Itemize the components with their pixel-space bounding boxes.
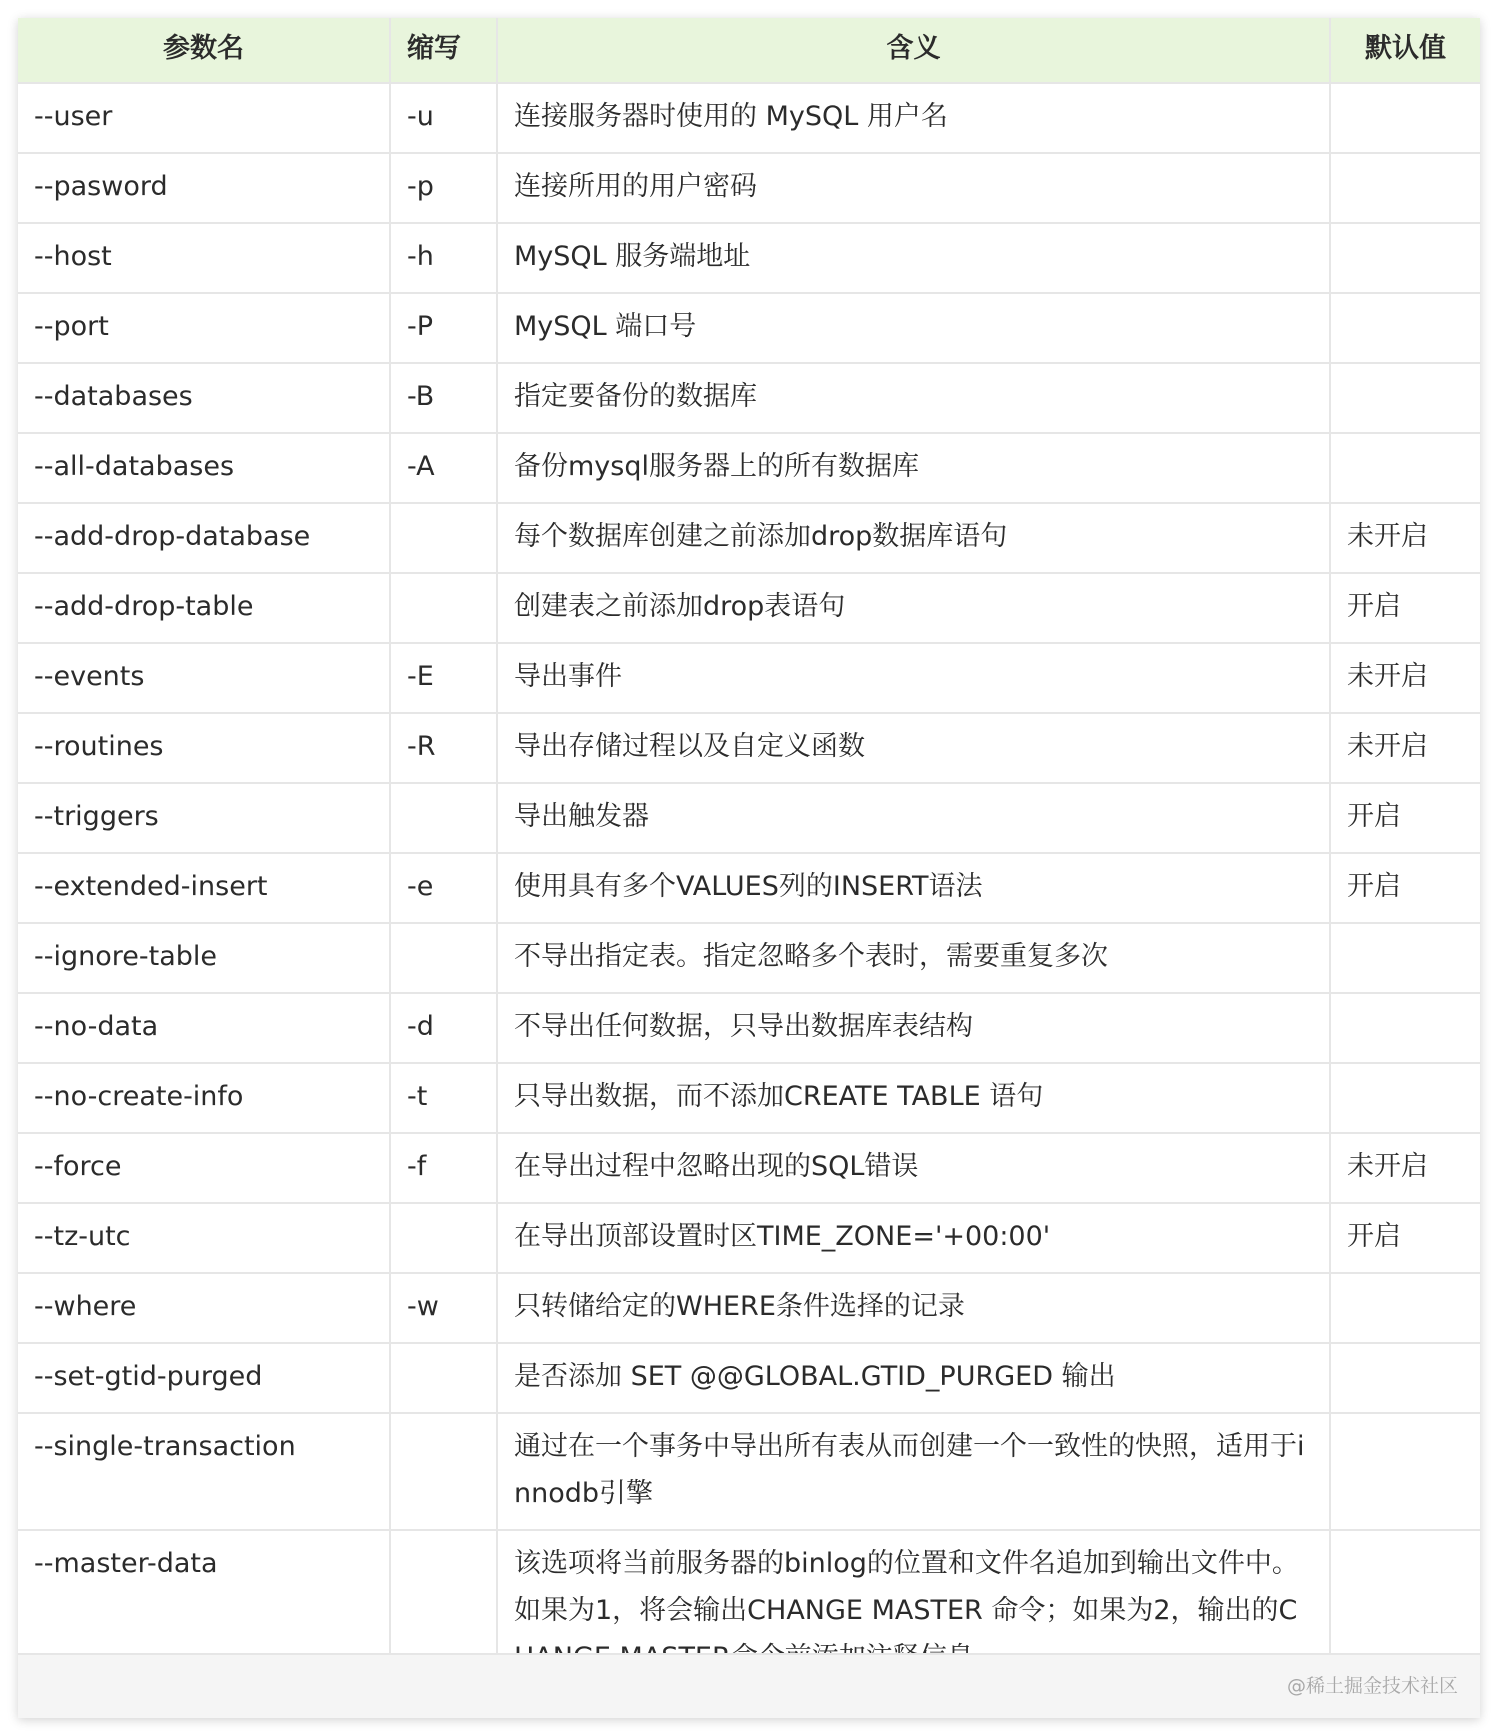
cell-abbr	[390, 1343, 497, 1413]
cell-param: --single-transaction	[18, 1413, 390, 1530]
cell-abbr: -w	[390, 1273, 497, 1343]
cell-default	[1330, 223, 1480, 293]
cell-param: --master-data	[18, 1530, 390, 1694]
mysqldump-options-table	[18, 18, 1480, 1695]
cell-param: --add-drop-database	[18, 503, 390, 573]
cell-param: --databases	[18, 363, 390, 433]
cell-meaning: 备份mysql服务器上的所有数据库	[497, 433, 1330, 503]
cell-default: 开启	[1330, 1203, 1480, 1273]
cell-default	[1330, 1273, 1480, 1343]
table-row	[18, 923, 1480, 993]
cell-param: --force	[18, 1133, 390, 1203]
cell-abbr	[390, 1203, 497, 1273]
cell-meaning: 创建表之前添加drop表语句	[497, 573, 1330, 643]
cell-param: --add-drop-table	[18, 573, 390, 643]
cell-abbr: -u	[390, 83, 497, 153]
cell-meaning: 连接所用的用户密码	[497, 153, 1330, 223]
cell-abbr	[390, 783, 497, 853]
cell-meaning: MySQL 服务端地址	[497, 223, 1330, 293]
cell-abbr: -d	[390, 993, 497, 1063]
table-row	[18, 1273, 1480, 1343]
cell-abbr: -f	[390, 1133, 497, 1203]
cell-meaning: 不导出任何数据，只导出数据库表结构	[497, 993, 1330, 1063]
table-row	[18, 1413, 1480, 1530]
table-row	[18, 783, 1480, 853]
cell-meaning: 导出存储过程以及自定义函数	[497, 713, 1330, 783]
cell-meaning: 每个数据库创建之前添加drop数据库语句	[497, 503, 1330, 573]
cell-abbr: -p	[390, 153, 497, 223]
cell-default	[1330, 433, 1480, 503]
cell-abbr: -P	[390, 293, 497, 363]
table-row	[18, 223, 1480, 293]
options-table-card	[18, 18, 1480, 1718]
cell-default: 未开启	[1330, 1133, 1480, 1203]
cell-abbr: -B	[390, 363, 497, 433]
cell-param: --no-create-info	[18, 1063, 390, 1133]
cell-abbr: -e	[390, 853, 497, 923]
cell-default: 未开启	[1330, 713, 1480, 783]
cell-param: --events	[18, 643, 390, 713]
cell-param: --host	[18, 223, 390, 293]
cell-abbr: -h	[390, 223, 497, 293]
cell-param: --pasword	[18, 153, 390, 223]
cell-default	[1330, 1343, 1480, 1413]
cell-default	[1330, 83, 1480, 153]
table-row	[18, 573, 1480, 643]
cell-default: 未开启	[1330, 643, 1480, 713]
header-default-value: 默认值	[1330, 18, 1480, 83]
table-row	[18, 293, 1480, 363]
table-header-row	[18, 18, 1480, 83]
cell-param: --tz-utc	[18, 1203, 390, 1273]
cell-meaning: 连接服务器时使用的 MySQL 用户名	[497, 83, 1330, 153]
cell-default	[1330, 153, 1480, 223]
cell-meaning: 导出事件	[497, 643, 1330, 713]
cell-default: 开启	[1330, 783, 1480, 853]
cell-meaning: 指定要备份的数据库	[497, 363, 1330, 433]
cell-default	[1330, 363, 1480, 433]
cell-default	[1330, 293, 1480, 363]
table-row	[18, 1203, 1480, 1273]
cell-abbr	[390, 503, 497, 573]
cell-abbr: -E	[390, 643, 497, 713]
cell-abbr	[390, 923, 497, 993]
cell-default: 开启	[1330, 853, 1480, 923]
cell-meaning: 使用具有多个VALUES列的INSERT语法	[497, 853, 1330, 923]
cell-meaning: MySQL 端口号	[497, 293, 1330, 363]
cell-meaning: 该选项将当前服务器的binlog的位置和文件名追加到输出文件中。如果为1，将会输出CHANGE MASTER 命令；如果为2，输出的C	[497, 1530, 1330, 1694]
table-row	[18, 1343, 1480, 1413]
table-row	[18, 433, 1480, 503]
cell-param: --user	[18, 83, 390, 153]
table-row	[18, 503, 1480, 573]
header-param-name: 参数名	[18, 18, 390, 83]
cell-param: --no-data	[18, 993, 390, 1063]
table-row	[18, 363, 1480, 433]
table-row	[18, 1133, 1480, 1203]
cell-default	[1330, 993, 1480, 1063]
cell-param: --routines	[18, 713, 390, 783]
watermark-text: @稀土掘金技术社区	[1286, 1675, 1458, 1697]
cell-abbr: -t	[390, 1063, 497, 1133]
cell-meaning: 导出触发器	[497, 783, 1330, 853]
table-row	[18, 1063, 1480, 1133]
cell-param: --set-gtid-purged	[18, 1343, 390, 1413]
header-meaning: 含义	[497, 18, 1330, 83]
header-abbreviation: 缩写	[390, 18, 497, 83]
table-row	[18, 713, 1480, 783]
cell-param: --triggers	[18, 783, 390, 853]
table-row	[18, 853, 1480, 923]
cell-meaning: 只导出数据，而不添加CREATE TABLE 语句	[497, 1063, 1330, 1133]
cell-meaning: 在导出顶部设置时区TIME_ZONE='+00:00'	[497, 1203, 1330, 1273]
cell-default	[1330, 923, 1480, 993]
cell-default: 开启	[1330, 573, 1480, 643]
cell-meaning: 在导出过程中忽略出现的SQL错误	[497, 1133, 1330, 1203]
card-footer	[18, 1653, 1480, 1718]
cell-default	[1330, 1413, 1480, 1530]
cell-abbr: -A	[390, 433, 497, 503]
table-row	[18, 153, 1480, 223]
cell-default	[1330, 1063, 1480, 1133]
table-row	[18, 643, 1480, 713]
cell-param: --extended-insert	[18, 853, 390, 923]
table-row	[18, 83, 1480, 153]
cell-meaning: 不导出指定表。指定忽略多个表时，需要重复多次	[497, 923, 1330, 993]
cell-abbr	[390, 1413, 497, 1530]
cell-meaning: 通过在一个事务中导出所有表从而创建一个一致性的快照，适用于innodb引擎	[497, 1413, 1330, 1530]
cell-default: 未开启	[1330, 503, 1480, 573]
table-row	[18, 993, 1480, 1063]
cell-param: --all-databases	[18, 433, 390, 503]
cell-abbr: -R	[390, 713, 497, 783]
cell-param: --port	[18, 293, 390, 363]
cell-param: --where	[18, 1273, 390, 1343]
cell-meaning: 只转储给定的WHERE条件选择的记录	[497, 1273, 1330, 1343]
cell-meaning: 是否添加 SET @@GLOBAL.GTID_PURGED 输出	[497, 1343, 1330, 1413]
cell-param: --ignore-table	[18, 923, 390, 993]
cell-abbr	[390, 573, 497, 643]
